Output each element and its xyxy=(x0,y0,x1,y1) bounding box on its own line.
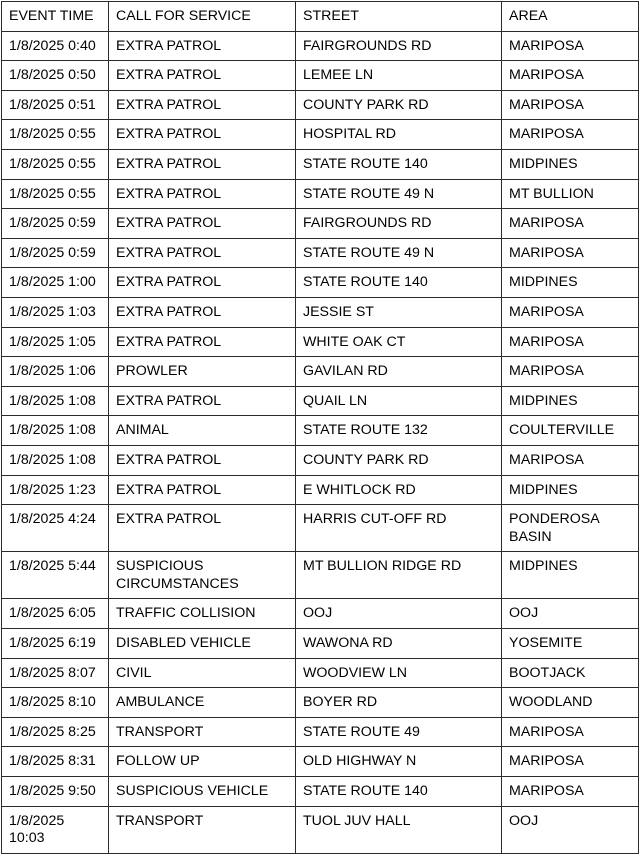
event-time-cell: 1/8/2025 10:03 xyxy=(2,806,109,853)
table-row xyxy=(2,806,639,853)
table-row xyxy=(2,386,639,416)
street-cell: JESSIE ST xyxy=(296,297,502,327)
area-cell: MARIPOSA xyxy=(502,747,639,777)
street-cell: STATE ROUTE 49 N xyxy=(296,238,502,268)
event-time-cell: 1/8/2025 1:00 xyxy=(2,268,109,298)
area-cell: MIDPINES xyxy=(502,552,639,599)
column-header-street: STREET xyxy=(296,2,502,32)
street-cell: LEMEE LN xyxy=(296,61,502,91)
table-row xyxy=(2,717,639,747)
event-time-cell: 1/8/2025 0:59 xyxy=(2,238,109,268)
area-cell: WOODLAND xyxy=(502,688,639,718)
street-cell: TUOL JUV HALL xyxy=(296,806,502,853)
event-time-cell: 1/8/2025 1:23 xyxy=(2,475,109,505)
street-cell: STATE ROUTE 49 xyxy=(296,717,502,747)
event-time-cell: 1/8/2025 1:08 xyxy=(2,445,109,475)
area-cell: BOOTJACK xyxy=(502,658,639,688)
table-row xyxy=(2,445,639,475)
event-time-cell: 1/8/2025 8:31 xyxy=(2,747,109,777)
table-row xyxy=(2,688,639,718)
area-cell: MIDPINES xyxy=(502,149,639,179)
call-for-service-cell: TRAFFIC COLLISION xyxy=(109,599,296,629)
call-for-service-cell: SUSPICIOUS VEHICLE xyxy=(109,777,296,807)
event-time-cell: 1/8/2025 1:03 xyxy=(2,297,109,327)
area-cell: MIDPINES xyxy=(502,386,639,416)
call-for-service-cell: EXTRA PATROL xyxy=(109,386,296,416)
call-for-service-cell: TRANSPORT xyxy=(109,717,296,747)
call-for-service-cell: SUSPICIOUS CIRCUMSTANCES xyxy=(109,552,296,599)
call-for-service-cell: EXTRA PATROL xyxy=(109,179,296,209)
event-time-cell: 1/8/2025 5:44 xyxy=(2,552,109,599)
street-cell: BOYER RD xyxy=(296,688,502,718)
event-time-cell: 1/8/2025 1:05 xyxy=(2,327,109,357)
table-row xyxy=(2,297,639,327)
area-cell: MIDPINES xyxy=(502,475,639,505)
table-row xyxy=(2,599,639,629)
table-row xyxy=(2,268,639,298)
area-cell: MARIPOSA xyxy=(502,297,639,327)
column-header-call-for-service: CALL FOR SERVICE xyxy=(109,2,296,32)
call-log-table xyxy=(1,1,639,854)
event-time-cell: 1/8/2025 1:08 xyxy=(2,416,109,446)
area-cell: MARIPOSA xyxy=(502,238,639,268)
table-row xyxy=(2,552,639,599)
column-header-event-time: EVENT TIME xyxy=(2,2,109,32)
call-for-service-cell: EXTRA PATROL xyxy=(109,475,296,505)
area-cell: MARIPOSA xyxy=(502,61,639,91)
street-cell: STATE ROUTE 140 xyxy=(296,268,502,298)
table-row xyxy=(2,31,639,61)
event-time-cell: 1/8/2025 1:06 xyxy=(2,357,109,387)
call-for-service-cell: CIVIL xyxy=(109,658,296,688)
street-cell: STATE ROUTE 49 N xyxy=(296,179,502,209)
event-time-cell: 1/8/2025 0:40 xyxy=(2,31,109,61)
street-cell: STATE ROUTE 140 xyxy=(296,777,502,807)
event-time-cell: 1/8/2025 1:08 xyxy=(2,386,109,416)
call-for-service-cell: AMBULANCE xyxy=(109,688,296,718)
call-for-service-cell: EXTRA PATROL xyxy=(109,31,296,61)
street-cell: STATE ROUTE 132 xyxy=(296,416,502,446)
table-row xyxy=(2,475,639,505)
area-cell: OOJ xyxy=(502,806,639,853)
event-time-cell: 1/8/2025 6:19 xyxy=(2,629,109,659)
table-row xyxy=(2,658,639,688)
street-cell: FAIRGROUNDS RD xyxy=(296,31,502,61)
area-cell: MARIPOSA xyxy=(502,717,639,747)
table-row xyxy=(2,120,639,150)
call-for-service-cell: PROWLER xyxy=(109,357,296,387)
area-cell: OOJ xyxy=(502,599,639,629)
area-cell: MARIPOSA xyxy=(502,357,639,387)
street-cell: GAVILAN RD xyxy=(296,357,502,387)
event-time-cell: 1/8/2025 0:51 xyxy=(2,90,109,120)
table-row xyxy=(2,238,639,268)
table-row xyxy=(2,747,639,777)
event-time-cell: 1/8/2025 8:10 xyxy=(2,688,109,718)
area-cell: MT BULLION xyxy=(502,179,639,209)
table-row xyxy=(2,777,639,807)
area-cell: PONDEROSA BASIN xyxy=(502,505,639,552)
street-cell: STATE ROUTE 140 xyxy=(296,149,502,179)
header-row xyxy=(2,2,639,32)
call-for-service-cell: EXTRA PATROL xyxy=(109,268,296,298)
street-cell: FAIRGROUNDS RD xyxy=(296,209,502,239)
call-for-service-cell: EXTRA PATROL xyxy=(109,238,296,268)
street-cell: QUAIL LN xyxy=(296,386,502,416)
area-cell: COULTERVILLE xyxy=(502,416,639,446)
street-cell: OLD HIGHWAY N xyxy=(296,747,502,777)
event-time-cell: 1/8/2025 6:05 xyxy=(2,599,109,629)
area-cell: MARIPOSA xyxy=(502,90,639,120)
event-time-cell: 1/8/2025 0:59 xyxy=(2,209,109,239)
call-log-body xyxy=(2,31,639,853)
table-row xyxy=(2,416,639,446)
event-time-cell: 1/8/2025 0:55 xyxy=(2,120,109,150)
table-row xyxy=(2,149,639,179)
event-time-cell: 1/8/2025 8:07 xyxy=(2,658,109,688)
table-row xyxy=(2,90,639,120)
street-cell: OOJ xyxy=(296,599,502,629)
table-row xyxy=(2,357,639,387)
call-for-service-cell: FOLLOW UP xyxy=(109,747,296,777)
column-header-area: AREA xyxy=(502,2,639,32)
event-time-cell: 1/8/2025 8:25 xyxy=(2,717,109,747)
street-cell: COUNTY PARK RD xyxy=(296,90,502,120)
street-cell: COUNTY PARK RD xyxy=(296,445,502,475)
street-cell: HOSPITAL RD xyxy=(296,120,502,150)
event-time-cell: 1/8/2025 0:55 xyxy=(2,149,109,179)
area-cell: MIDPINES xyxy=(502,268,639,298)
area-cell: YOSEMITE xyxy=(502,629,639,659)
area-cell: MARIPOSA xyxy=(502,209,639,239)
area-cell: MARIPOSA xyxy=(502,31,639,61)
call-for-service-cell: EXTRA PATROL xyxy=(109,505,296,552)
street-cell: WOODVIEW LN xyxy=(296,658,502,688)
event-time-cell: 1/8/2025 0:55 xyxy=(2,179,109,209)
call-for-service-cell: EXTRA PATROL xyxy=(109,90,296,120)
call-for-service-cell: EXTRA PATROL xyxy=(109,327,296,357)
call-for-service-cell: ANIMAL xyxy=(109,416,296,446)
call-for-service-cell: EXTRA PATROL xyxy=(109,120,296,150)
call-for-service-cell: EXTRA PATROL xyxy=(109,297,296,327)
table-row xyxy=(2,629,639,659)
area-cell: MARIPOSA xyxy=(502,777,639,807)
street-cell: HARRIS CUT-OFF RD xyxy=(296,505,502,552)
event-time-cell: 1/8/2025 9:50 xyxy=(2,777,109,807)
street-cell: MT BULLION RIDGE RD xyxy=(296,552,502,599)
street-cell: WAWONA RD xyxy=(296,629,502,659)
table-row xyxy=(2,505,639,552)
area-cell: MARIPOSA xyxy=(502,327,639,357)
call-for-service-cell: EXTRA PATROL xyxy=(109,61,296,91)
table-row xyxy=(2,327,639,357)
call-for-service-cell: EXTRA PATROL xyxy=(109,209,296,239)
area-cell: MARIPOSA xyxy=(502,445,639,475)
table-row xyxy=(2,61,639,91)
call-for-service-cell: EXTRA PATROL xyxy=(109,445,296,475)
call-for-service-cell: EXTRA PATROL xyxy=(109,149,296,179)
street-cell: WHITE OAK CT xyxy=(296,327,502,357)
area-cell: MARIPOSA xyxy=(502,120,639,150)
event-time-cell: 1/8/2025 0:50 xyxy=(2,61,109,91)
table-row xyxy=(2,209,639,239)
event-time-cell: 1/8/2025 4:24 xyxy=(2,505,109,552)
table-row xyxy=(2,179,639,209)
street-cell: E WHITLOCK RD xyxy=(296,475,502,505)
call-for-service-cell: TRANSPORT xyxy=(109,806,296,853)
call-for-service-cell: DISABLED VEHICLE xyxy=(109,629,296,659)
